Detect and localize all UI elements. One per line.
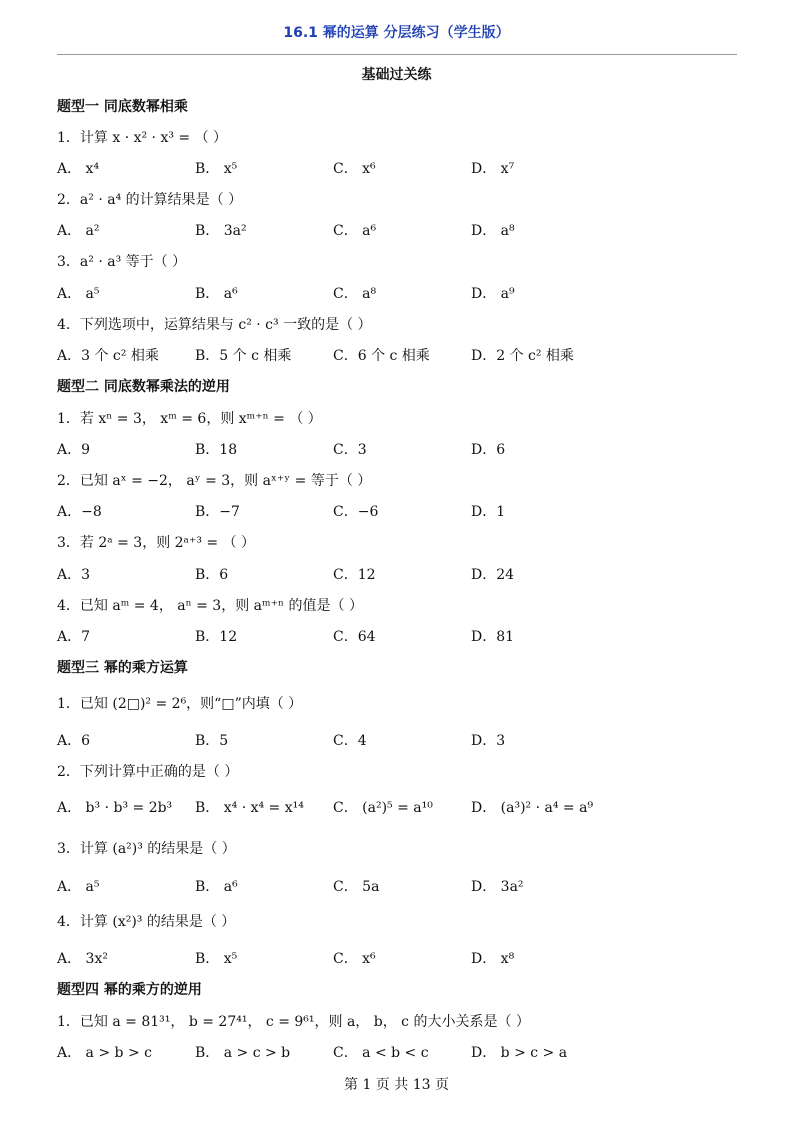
question-stem: 1．已知 a = 81³¹， b = 27⁴¹， c = 9⁶¹，则 a， b， c 的大小关系是（ ） (57, 1014, 530, 1030)
option-a: A．3 个 c² 相乘 (57, 348, 159, 364)
header-divider (57, 54, 737, 55)
option-a: A． 3x² (57, 951, 108, 967)
option-c: C． x⁶ (333, 951, 376, 967)
options-row (57, 876, 737, 896)
option-d: D．24 (471, 567, 515, 583)
page-footer: 第 1 页 共 13 页 (344, 1077, 449, 1093)
options-row (57, 158, 737, 178)
question-stem: 2．已知 aˣ = −2， aʸ = 3，则 aˣ⁺ʸ = 等于（ ） (57, 473, 372, 489)
section-title: 基础过关练 (361, 67, 432, 83)
option-a: A． a² (57, 223, 100, 239)
options-row (57, 564, 737, 584)
options-row (57, 626, 737, 646)
option-d: D． x⁸ (471, 951, 515, 967)
option-b: B． x⁴ · x⁴ = x¹⁴ (195, 800, 304, 816)
option-b: B．12 (195, 629, 238, 645)
question-stem: 3．计算 (a²)³ 的结果是（ ） (57, 841, 236, 857)
option-a: A． a⁵ (57, 879, 100, 895)
option-a: A． a > b > c (57, 1045, 152, 1061)
question-stem: 3．若 2ᵃ = 3，则 2ᵃ⁺³ = （ ） (57, 535, 256, 551)
option-c: C． a⁶ (333, 223, 377, 239)
option-b: B． x⁵ (195, 951, 238, 967)
question-stem: 1．计算 x · x² · x³ = （ ） (57, 130, 228, 146)
options-row (57, 283, 737, 303)
option-d: D．2 个 c² 相乘 (471, 348, 574, 364)
option-b: B．5 (195, 733, 229, 749)
question-stem: 4．下列选项中，运算结果与 c² · c³ 一致的是（ ） (57, 317, 372, 333)
option-c: C． a⁸ (333, 286, 377, 302)
option-b: B． a⁶ (195, 286, 238, 302)
document-header-title: 16.1 幂的运算 分层练习（学生版） (283, 25, 510, 41)
options-row (57, 948, 737, 968)
question-type-title: 题型四 幂的乘方的逆用 (57, 982, 202, 998)
option-a: A．3 (57, 567, 91, 583)
option-a: A． b³ · b³ = 2b³ (57, 800, 173, 816)
option-d: D．6 (471, 442, 506, 458)
question-stem: 1．若 xⁿ = 3， xᵐ = 6，则 xᵐ⁺ⁿ = （ ） (57, 411, 322, 427)
options-row (57, 345, 737, 365)
option-c: C．3 (333, 442, 367, 458)
options-row (57, 730, 737, 750)
option-a: A．−8 (57, 504, 102, 520)
option-b: B．−7 (195, 504, 240, 520)
question-stem: 3．a² · a³ 等于（ ） (57, 254, 187, 270)
option-c: C． x⁶ (333, 161, 376, 177)
option-a: A． x⁴ (57, 161, 100, 177)
option-a: A． a⁵ (57, 286, 100, 302)
option-d: D． a⁹ (471, 286, 515, 302)
question-type-title: 题型三 幂的乘方运算 (57, 660, 188, 676)
option-b: B． a⁶ (195, 879, 238, 895)
option-c: C．4 (333, 733, 367, 749)
option-d: D． x⁷ (471, 161, 515, 177)
options-row (57, 1042, 737, 1062)
question-stem: 4．计算 (x²)³ 的结果是（ ） (57, 914, 236, 930)
option-a: A．9 (57, 442, 91, 458)
option-d: D． (a³)² · a⁴ = a⁹ (471, 800, 594, 816)
options-row (57, 797, 737, 817)
option-a: A．6 (57, 733, 91, 749)
option-b: B． x⁵ (195, 161, 238, 177)
question-type-title: 题型二 同底数幂乘法的逆用 (57, 379, 230, 395)
option-d: D．3 (471, 733, 506, 749)
option-c: C．−6 (333, 504, 379, 520)
option-a: A．7 (57, 629, 91, 645)
option-c: C． 5a (333, 879, 380, 895)
options-row (57, 501, 737, 521)
option-d: D． 3a² (471, 879, 524, 895)
question-stem: 2．下列计算中正确的是（ ） (57, 764, 239, 780)
option-b: B．18 (195, 442, 238, 458)
question-stem: 1．已知 (2□)² = 2⁶，则“□”内填（ ） (57, 696, 303, 712)
option-d: D．1 (471, 504, 506, 520)
option-b: B． 3a² (195, 223, 247, 239)
option-b: B．5 个 c 相乘 (195, 348, 292, 364)
option-c: C． a < b < c (333, 1045, 429, 1061)
option-d: D． a⁸ (471, 223, 515, 239)
options-row (57, 439, 737, 459)
question-type-title: 题型一 同底数幂相乘 (57, 99, 188, 115)
question-stem: 4．已知 aᵐ = 4， aⁿ = 3，则 aᵐ⁺ⁿ 的值是（ ） (57, 598, 363, 614)
option-b: B． a > c > b (195, 1045, 291, 1061)
option-d: D．81 (471, 629, 515, 645)
option-c: C．6 个 c 相乘 (333, 348, 430, 364)
option-b: B．6 (195, 567, 229, 583)
option-c: C．64 (333, 629, 376, 645)
options-row (57, 220, 737, 240)
option-c: C． (a²)⁵ = a¹⁰ (333, 800, 433, 816)
question-stem: 2．a² · a⁴ 的计算结果是（ ） (57, 192, 243, 208)
option-d: D． b > c > a (471, 1045, 568, 1061)
option-c: C．12 (333, 567, 376, 583)
